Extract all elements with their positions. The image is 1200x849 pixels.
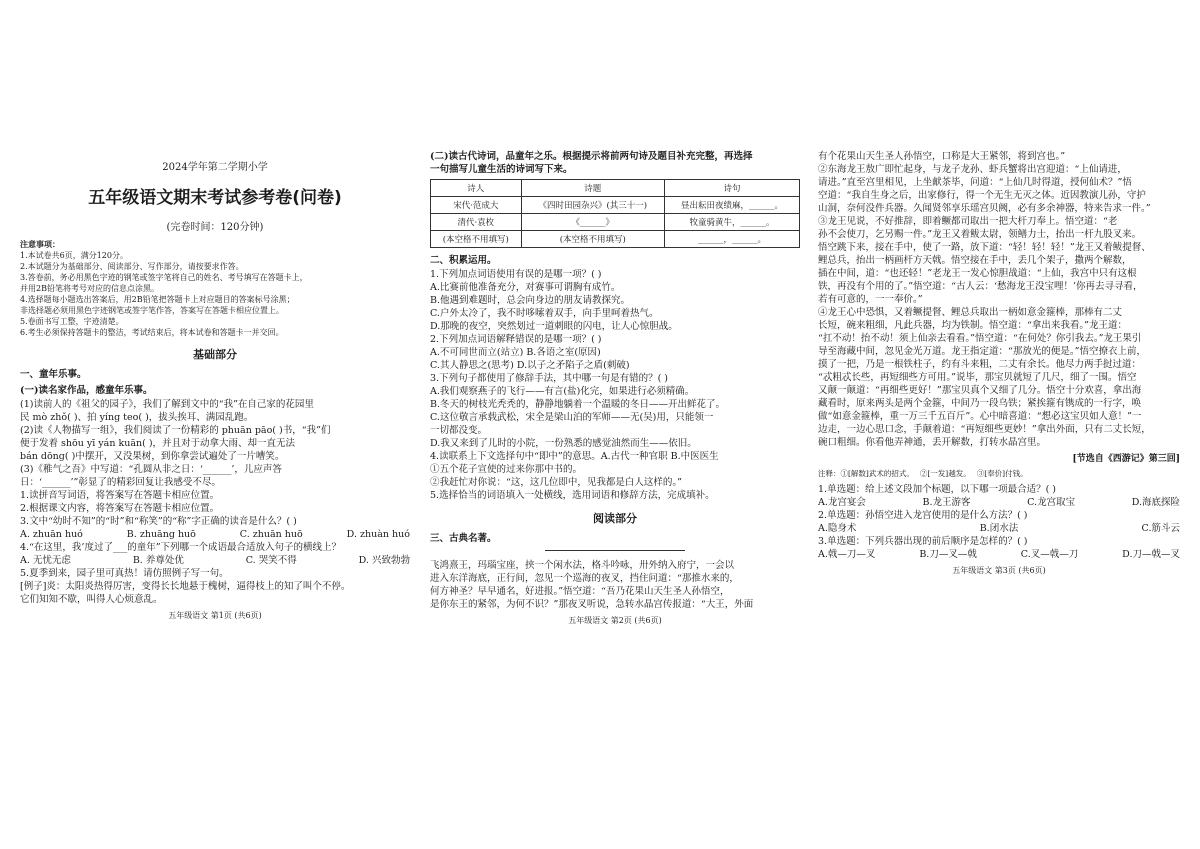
q4-options <box>20 554 410 567</box>
reading-line: 空道：“我自生身之后，出家修行，得一个无生无灭之体。近因教演儿孙，守护 <box>818 190 1146 201</box>
question-line: bán dōng( )中摆开，又没果树，到你拿尝试遍处了一片嘈笑。 <box>20 451 285 462</box>
divider <box>545 550 685 551</box>
option: C. 哭笑不得 <box>245 555 297 566</box>
poem-intro: 一句描写儿童生活的诗词写下来。 <box>430 164 573 175</box>
question-line: C.这位敬言承载武松，宋全是梁山泊的军师——无(吴)用，只能领一 <box>430 412 714 423</box>
note-item: 3.答卷前，务必用黑色字迹的钢笔或签字笔将自己的姓名、考号填写在答题卡上， <box>20 273 308 282</box>
reading-line: “忒粗忒长些，再短细些方可用。”说毕，那宝贝就短了几尺，细了一围。悟空 <box>818 372 1137 383</box>
table-cell: 宋代·范成大 <box>431 197 522 214</box>
reading-line: 孙不会使刀，乞另赐一件。”龙王又着鲅太尉，领鳝力士，抬出一杆九股叉来。 <box>818 229 1142 240</box>
option: A.隐身术 <box>818 523 857 534</box>
reading-line: 插在中间，道：“也还轻！”老龙王一发心惊胆战道：“上仙，我宫中只有这根 <box>818 268 1137 279</box>
table-cell: ______，______。 <box>664 231 799 248</box>
question-line: 3.文中“幼时不知”的“时”和“称笑”的“称”字正确的读音是什么？( ) <box>20 516 297 527</box>
q3-options <box>20 528 410 541</box>
option: B. zhuāng huō <box>126 529 196 540</box>
reading-line: 悟空跳下来，接在手中，使了一路，放下道：“轻！轻！轻！”龙王又着鲅提督、 <box>818 242 1151 253</box>
page-footer: 五年级语文 第3页 (共6页) <box>952 566 1046 575</box>
option: C.筋斗云 <box>1141 523 1180 534</box>
question-line: 日：‘______’”彰显了的精彩回复让我感受不尽。 <box>20 477 221 488</box>
option: A.戟—刀—叉 <box>818 549 876 560</box>
question-line: 一切都没变。 <box>430 425 488 436</box>
question-line: D.我又来到了儿时的小院，一份熟悉的感觉油然而生——依旧。 <box>430 438 697 449</box>
table-cell: 昼出耘田夜绩麻，______。 <box>664 197 799 214</box>
part-heading-reading: 阅读部分 <box>593 512 637 525</box>
subsection-1-heading: (一)读名家作品，感童年乐事。 <box>20 385 153 396</box>
question-line: 4.“在这里，我’度过了___的童年”下列哪一个成语最合适放入句子的横线上？ <box>20 542 342 553</box>
question-line: (1)读前人的《祖父的园子》，我们了解到文中的“我”在自己家的花园里 <box>20 399 314 410</box>
reading-line: 有个花果山天生圣人孙悟空，口称是大王紧邻，将到宫也。” <box>818 151 1066 162</box>
option: A.龙宫宴会 <box>818 497 866 508</box>
option: B.龙王游客 <box>922 497 971 508</box>
note-item: 非选择题必须用黑色字迹钢笔或签字笔作答，答案写在答题卡相应位置上。 <box>20 306 284 315</box>
option: B.闭水法 <box>979 523 1019 534</box>
table-header: 诗人 <box>431 180 522 197</box>
reading-line: 鲤总兵，抬出一柄画杆方天戟。悟空接在手中，丢几个架子，撒两个解数， <box>818 255 1132 266</box>
page-footer: 五年级语文 第1页 (共6页) <box>168 611 262 620</box>
reading-line: 摸了一把，乃是一根铁柱子，约有斗来粗，二丈有余长。他尽力两手挝过道： <box>818 359 1142 370</box>
question-line: B.他遇到难题时，总会向身边的朋友请教探究。 <box>430 295 631 306</box>
question-line: 5.选择恰当的词语填入一处横线，选用词语和修辞方法，完成填补。 <box>430 490 715 501</box>
option: C. zhuān huō <box>239 529 303 540</box>
table-row <box>431 214 800 231</box>
question-line: 1.读拼音写词语，将答案写在答题卡相应位置。 <box>20 490 220 501</box>
question-line: C.其人静思之(思考) D.以子之矛陷子之盾(刺破) <box>430 360 630 371</box>
option: A. 无忧无虑 <box>20 555 71 566</box>
reading-line: 是你东王的紧邻，为何不识？”那夜叉听说，急转水晶宫传报道：“大王，外面 <box>430 599 754 610</box>
reading-line: 又颠一颠道：“再细些更好！”那宝贝真个又细了几分。悟空十分欢喜，拿出海 <box>818 385 1142 396</box>
q2-options <box>818 522 1180 535</box>
question-line: 2.根据课文内容，将答案写在答题卡相应位置。 <box>20 503 220 514</box>
table-row <box>431 231 800 248</box>
exam-year: 2024学年第二学期小学 <box>162 162 268 173</box>
reading-line: ③龙王见说，不好推辞，即着鳜都司取出一把大杆刀奉上。悟空道：“老 <box>818 216 1118 227</box>
note-item: 6.考生必须保持答题卡的整洁，考试结束后，将本试卷和答题卡一并交回。 <box>20 328 284 337</box>
question-line: [例子]炎：太阳炎热得厉害，变得长长地悬于槐树，逼得枝上的知了叫个不停。 <box>20 581 351 592</box>
section-1-heading: 一、童年乐事。 <box>20 369 87 380</box>
reading-line: ②东海龙王敖广即忙起身，与龙子龙孙、虾兵蟹将出宫迎道：“上仙请进， <box>818 164 1127 175</box>
notes-label: 注意事项： <box>20 239 60 249</box>
question-line: 1.单选题：给上述文段加个标题，以下哪一项最合适？( ) <box>818 484 1056 495</box>
q1-options <box>818 496 1180 509</box>
section-3-heading: 三、古典名著。 <box>430 533 497 544</box>
table-cell: 清代·袁枚 <box>431 214 522 231</box>
reading-line: 铁，再没有个用的了。”悟空道：“古人云：‘愁海龙王没宝哩！’你再去寻寻看， <box>818 281 1143 292</box>
question-line: D.那晚的夜空，突然划过一道刺眼的闪电，让人心惊胆战。 <box>430 321 678 332</box>
question-line: 它们知知不歇，叫得人心烦意乱。 <box>20 594 163 605</box>
q3-options <box>818 548 1180 561</box>
reading-line: 做“如意金箍棒，重一万三千五百斤”。心中暗喜道：“想必这宝贝如人意！”一 <box>818 411 1142 422</box>
reading-line: 若有可意的，一一奉价。” <box>818 294 923 305</box>
reading-line: 何方神圣？早早通名，好进报。”悟空道：“吾乃花果山天生圣人孙悟空， <box>430 586 730 597</box>
annotation: ②[一发]越发。 <box>919 469 971 478</box>
question-line: 5.夏季到来，园子里可真热！请仿照例子写一句。 <box>20 568 229 579</box>
note-item: 并用2B铅笔将考号对应的信息点涂黑。 <box>20 284 159 293</box>
option: B. 养尊处优 <box>132 555 184 566</box>
question-line: A.比赛前他准备充分，对赛事可谓胸有成竹。 <box>430 282 621 293</box>
page-footer: 五年级语文 第2页 (共6页) <box>568 616 662 625</box>
question-line: 2.单选题：孙悟空进入龙宫使用的是什么方法？( ) <box>818 510 1028 521</box>
question-line: 1.下列加点词语使用有误的是哪一项？( ) <box>430 269 602 280</box>
annotations <box>818 468 1180 479</box>
question-line: (2)读《人物描写一组》，我们阅读了一份精彩的 phuān pāo( )书，“我”们 <box>20 425 331 436</box>
reading-line: 碗口粗细。你看他弄神通，丢开解数，打转水晶宫里。 <box>818 437 1047 448</box>
reading-line: 边走，一边心思口念，手颠着道：“再短细些更妙！”拿出外面，只有二丈长短， <box>818 424 1151 435</box>
question-line: 3.单选题：下列兵器出现的前后顺序是怎样的？( ) <box>818 536 1028 547</box>
question-line: A.我们观察燕子的飞行——有言(盐)化完，如果进行必须精确。 <box>430 386 695 397</box>
poem-table <box>430 179 800 248</box>
question-line: ②我赶忙对你说：“这，这几位即中，见我都是白人这样的。” <box>430 477 682 488</box>
part-heading-basic: 基础部分 <box>193 348 237 361</box>
option: A. zhuān huó <box>20 529 83 540</box>
table-cell: 《______》 <box>521 214 664 231</box>
exam-title: 五年级语文期末考试参考卷(问卷) <box>88 188 342 208</box>
reading-line: ④龙王心中恐惧，又着鳜提督、鲤总兵取出一柄如意金箍棒，那棒有二丈 <box>818 307 1123 318</box>
table-cell: 《四时田园杂兴》(其三十一) <box>521 197 664 214</box>
note-item: 2.本试题分为基础部分、阅读部分、写作部分，请按要求作答。 <box>20 262 244 271</box>
table-cell: (本空格不用填写) <box>431 231 522 248</box>
table-header: 诗句 <box>664 180 799 197</box>
reading-line: “扛不动！抬不动！须上仙亲去看看。”悟空道：“在何处？你引我去。”龙王果引 <box>818 333 1142 344</box>
section-2-heading: 二、积累运用。 <box>430 255 497 266</box>
reading-line: 飞鸿熹王，玛瑙宝座，挟一个闲水法，格斗吟咏，卅外纳入府宁，一会以 <box>430 560 735 571</box>
annotation: 注释：①[解数]武术的招式。 <box>818 469 914 478</box>
question-line: 2.下列加点词语解释错误的是哪一项？( ) <box>430 334 602 345</box>
question-line: 3.下列句子都使用了修辞手法，其中哪一句是有错的？( ) <box>430 373 668 384</box>
table-row <box>431 197 800 214</box>
question-line: ①五个花子宣使的过来你那中书的。 <box>430 464 583 475</box>
reading-line: 长短，碗来粗细，凡此兵器，均为铁制。悟空道：“拿出来我看。”龙王道： <box>818 320 1127 331</box>
option: C.龙宫取宝 <box>1027 497 1076 508</box>
annotation: ③[奉价]付钱。 <box>976 469 1028 478</box>
table-header: 诗题 <box>521 180 664 197</box>
option: D. zhuàn huó <box>346 529 410 540</box>
reading-line: 进入东洋海底，正行间，忽见一个巡海的夜叉，挡住问道：“那推水来的， <box>430 573 739 584</box>
source-tag: [节选自《西游记》第三回] <box>1072 454 1180 464</box>
question-line: 4.读联系上下文选择句中“即中”的意思。A.古代一种官职 B.中医医生 <box>430 451 719 462</box>
table-cell: (本空格不用填写) <box>521 231 664 248</box>
option: D.刀—戟—叉 <box>1122 549 1180 560</box>
reading-line: 请进。”直至宫里相见，上坐献茶毕，问道：“上仙几时得道，授何仙术？”悟 <box>818 177 1132 188</box>
question-line: B.冬天的树枝光秃秃的，静静地躺着一个温暖的冬日——开出鲜花了。 <box>430 399 726 410</box>
reading-line: 导至海藏中间，忽见金光万道。龙王指定道：“那放光的便是。”悟空撩衣上前， <box>818 346 1146 357</box>
question-line: A.不可同世而立(站立) B.各语之室(原因) <box>430 347 601 358</box>
option: C.叉—戟—刀 <box>1020 549 1079 560</box>
question-line: 民 mò zhǒ( )、拍 yíng teo( )，拔头挨耳、满园乱跑。 <box>20 412 254 423</box>
reading-line: 山洞，奈何没件兵器。久闻贤邻享乐瑶宫贝阙，必有多余神器，特来告求一件。” <box>818 203 1151 214</box>
option: D. 兴致勃勃 <box>358 555 410 566</box>
table-cell: 牧童骑黄牛，______。 <box>664 214 799 231</box>
question-line: 便于发着 shōu yī yán kuān( )，并且对于动拿大雨、却一直无法 <box>20 438 296 449</box>
poem-intro: (二)读古代诗词，品童年之乐。根据提示将前两句诗及题目补充完整，再选择 <box>430 151 753 162</box>
question-line: C.户外太冷了，我不时哆嗦着双手，向手里呵着热气。 <box>430 308 659 319</box>
page-2 <box>430 150 800 710</box>
note-item: 4.选择题每小题选出答案后，用2B铅笔把答题卡上对应题目的答案标号涂黑； <box>20 295 295 304</box>
question-line: (3)《稚气之吾》中写道：“孔圆从非之日：‘______’，儿应声答 <box>20 464 282 475</box>
option: B.刀—叉—戟 <box>919 549 977 560</box>
note-item: 1.本试卷共6页，满分120分。 <box>20 251 128 260</box>
exam-time: (完卷时间：120分钟) <box>166 222 264 233</box>
page-3 <box>818 150 1180 710</box>
page-1 <box>20 150 410 710</box>
reading-line: 藏看时，原来两头是两个金箍，中间乃一段乌铁；紧挨箍有镌成的一行字，唤 <box>818 398 1142 409</box>
option: D.海底探险 <box>1131 497 1180 508</box>
note-item: 5.卷面书写工整，字迹清楚。 <box>20 317 124 326</box>
